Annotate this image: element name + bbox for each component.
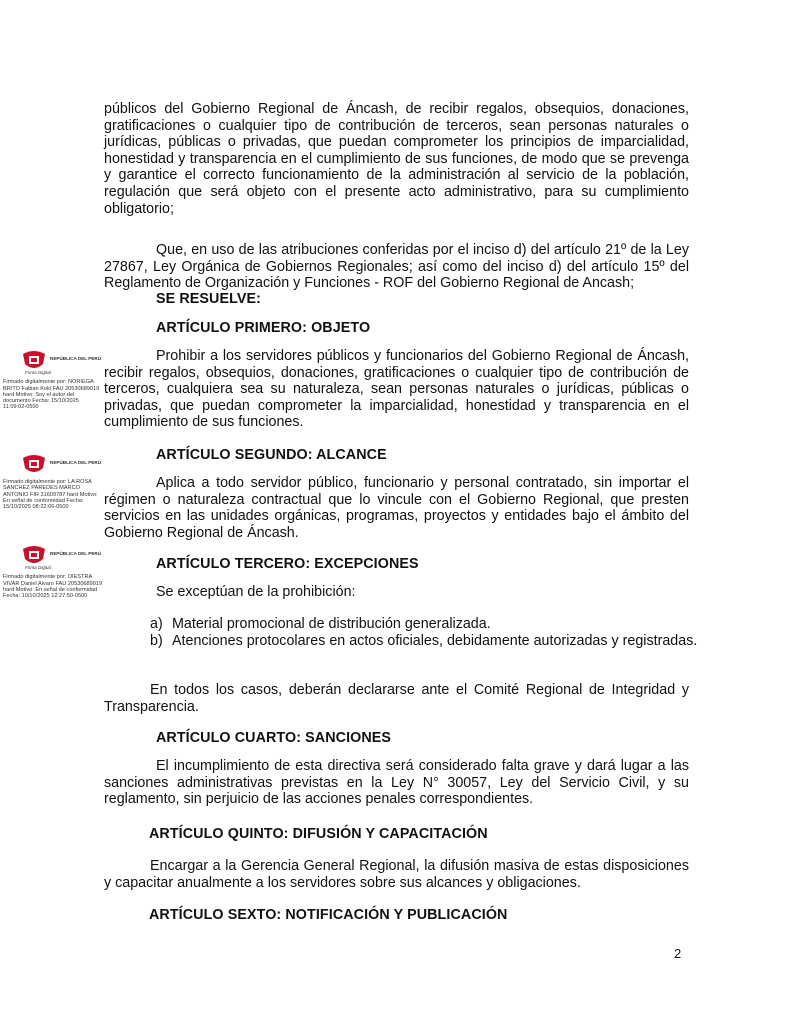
- republica-label-1: REPÚBLICA DEL PERÚ: [50, 356, 102, 361]
- signature-details-1: Firmado digitalmente por: NORIEGA BRITO Fabian Koki FAU 20530689019 hard Motivo: Soy el autor del documento Fecha: 15/10/2025 11:09:02-0500: [3, 379, 100, 411]
- article-3-heading: ARTÍCULO TERCERO: EXCEPCIONES: [156, 556, 419, 572]
- peru-seal-2: [21, 454, 103, 476]
- peru-coat-of-arms-icon: [21, 545, 47, 567]
- peru-seal-3: [21, 545, 103, 567]
- article-3-closing: En todos los casos, deberán declararse ante el Comité Regional de Integridad y Transparencia.: [104, 682, 689, 715]
- exception-item-b: [150, 633, 697, 650]
- exception-item-b-label: b): [150, 633, 163, 649]
- paragraph-considerando: Que, en uso de las atribuciones conferidas por el inciso d) del artículo 21º de la Ley 27867, Ley Orgánica de Gobiernos Regionales; así como del inciso d) del artículo 15º del Reglamento de Organización y Funciones - ROF del Gobierno Regional de Ancash;: [104, 242, 689, 292]
- peru-coat-of-arms-icon: [21, 454, 47, 476]
- paragraph-intro-continuation: públicos del Gobierno Regional de Áncash, de recibir regalos, obsequios, donaciones, gratificaciones o cualquier tipo de contribución de terceros, sean personas naturales o jurídicas, públicas o privadas, que puedan comprometer los principios de imparcialidad, honestidad y transparencia en el cumplimiento de sus funciones, de modo que se prevenga y garantice el correcto funcionamiento de la administración al servicio de la población, regulación que será objeto con el presente acto administrativo, para su cumplimiento obligatorio;: [104, 101, 689, 217]
- article-1-heading: ARTÍCULO PRIMERO: OBJETO: [156, 320, 371, 336]
- peru-coat-of-arms-icon: [21, 350, 47, 372]
- article-3-intro: Se exceptúan de la prohibición:: [156, 584, 356, 600]
- exception-item-a-label: a): [150, 616, 163, 632]
- firma-digital-label-3: Firma Digital: [25, 565, 51, 570]
- article-4-heading: ARTÍCULO CUARTO: SANCIONES: [156, 730, 392, 746]
- article-6-heading: ARTÍCULO SEXTO: NOTIFICACIÓN Y PUBLICACIÓN: [149, 907, 508, 923]
- signature-details-3: Firmado digitalmente por: DIESTRA VIVAR Daniel Alvaro FAU 20530689019 hard Motivo: En señal de conformidad Fecha: 10/10/2025 12:27:50-0500: [3, 574, 103, 600]
- article-1-text: Prohibir a los servidores públicos y funcionarios del Gobierno Regional de Áncash, recibir regalos, obsequios, donaciones, gratificaciones o cualquier tipo de contribución de terceros, cualquiera sea su naturaleza, sean personas naturales o jurídicas, públicas o privadas, que puedan comprometer la imparcialidad, honestidad y transparencia en el cumplimiento de sus funciones.: [104, 348, 689, 431]
- exception-item-a: [150, 616, 491, 633]
- digital-signature-3: [3, 545, 103, 599]
- signature-details-2: Firmado digitalmente por: LA ROSA SANCHEZ PAREDES MARCO ANTONIO FIR 31609787 hard Motivo: En señal de conformidad Fecha: 15/10/2025 08:22:06-0500: [3, 479, 98, 511]
- republica-label-2: REPÚBLICA DEL PERÚ: [50, 460, 102, 465]
- article-2-heading: ARTÍCULO SEGUNDO: ALCANCE: [156, 447, 387, 463]
- exception-item-b-text: Atenciones protocolares en actos oficiales, debidamente autorizadas y registradas.: [172, 633, 698, 649]
- article-4-text: El incumplimiento de esta directiva será considerado falta grave y dará lugar a las sanciones administrativas previstas en la Ley N° 30057, Ley del Servicio Civil, y su reglamento, sin perjuicio de las acciones penales correspondientes.: [104, 758, 689, 808]
- se-resuelve-heading: SE RESUELVE:: [156, 291, 262, 307]
- article-5-text: Encargar a la Gerencia General Regional, la difusión masiva de estas disposiciones y capacitar anualmente a los servidores sobre sus alcances y obligaciones.: [104, 858, 689, 891]
- peru-seal-1: [21, 350, 103, 372]
- page-number: 2: [674, 946, 682, 961]
- firma-digital-label-1: Firma Digital: [25, 370, 51, 375]
- article-2-text: Aplica a todo servidor público, funcionario y personal contratado, sin importar el régimen o naturaleza contractual que lo vincule con el Gobierno Regional, que presten servicios en las unidades orgánicas, programas, proyectos y entidades bajo el ámbito del Gobierno Regional de Áncash.: [104, 475, 689, 541]
- republica-label-3: REPÚBLICA DEL PERÚ: [50, 551, 102, 556]
- exception-item-a-text: Material promocional de distribución generalizada.: [172, 616, 491, 632]
- digital-signature-1: [3, 350, 103, 411]
- article-5-heading: ARTÍCULO QUINTO: DIFUSIÓN Y CAPACITACIÓN: [149, 826, 488, 842]
- digital-signature-2: [3, 454, 103, 510]
